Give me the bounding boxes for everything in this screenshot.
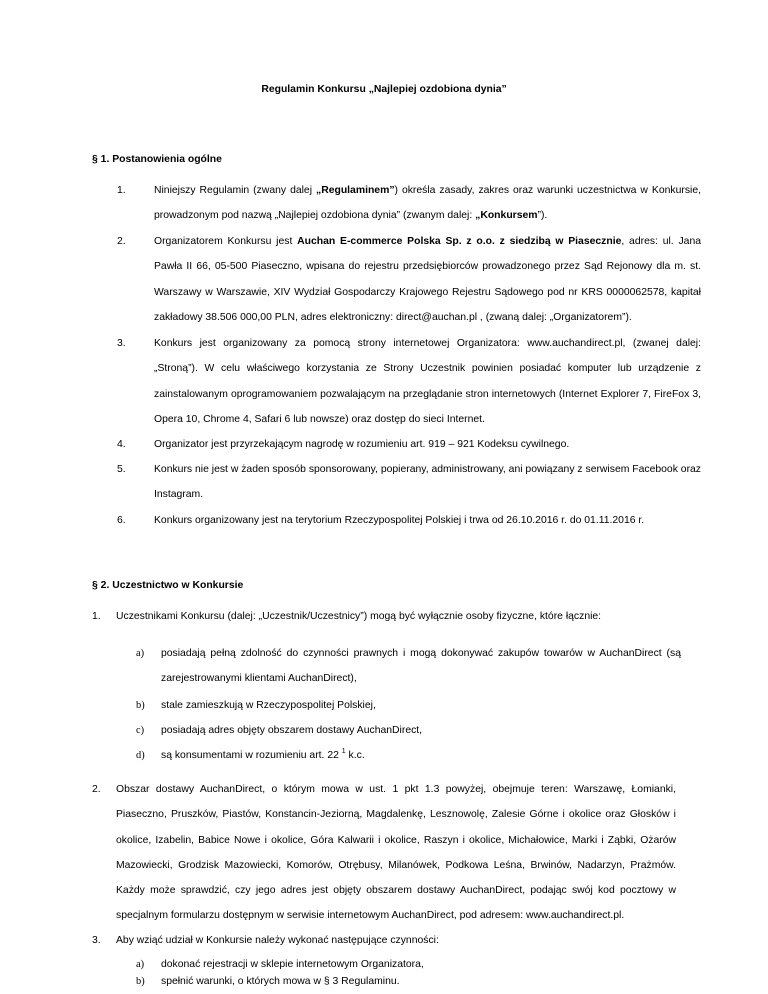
section-1-item-1 <box>117 178 701 229</box>
section-2-heading: § 2. Uczestnictwo w Konkursie <box>92 580 244 591</box>
item-text: Organizator jest przyrzekającym nagrodę w rozumieniu art. 919 – 921 Kodeksu cywilnego. <box>154 439 570 450</box>
sub-item-letter: b) <box>136 976 145 987</box>
item-text: Obszar dostawy AuchanDirect, o którym mowa w ust. 1 pkt 1.3 powyżej, obejmuje teren: Warszawę, Łomianki, Piaseczno, Pruszków, Piastów, Konstancin-Jeziorną, Magdalenkę, Lesznowolę, Zalesie Górne i okolice oraz Głosków i okolice, Izabelin, Babice Nowe i okolice, Góra Kalwarii i okolice, Raszyn i okolice, Michałowice, Marki i Ząbki, Ożarów Mazowiecki, Grodzisk Mazowiecki, Komorów, Otrębusy, Milanówek, Podkowa Leśna, Brwinów, Nadarzyn, Prażmów. Każdy może sprawdzić, czy jego adres jest objęty obszarem dostawy AuchanDirect, podając swój kod pocztowy w specjalnym formularzu dostępnym w serwisie internetowym AuchanDirect, pod adresem: www.auchandirect.pl. <box>116 784 676 922</box>
sub-item-text: posiadają adres objęty obszarem dostawy AuchanDirect, <box>161 725 423 736</box>
sub-item-text: dokonać rejestracji w sklepie internetowym Organizatora, <box>161 959 424 970</box>
sub-item-letter: c) <box>136 725 145 736</box>
item-number: 1. <box>92 611 101 622</box>
sub-item-letter: b) <box>136 700 145 711</box>
item-text: Uczestnikami Konkursu (dalej: „Uczestnik/Uczestnicy”) mogą być wyłącznie osoby fizyczne, które łącznie: <box>116 611 602 622</box>
sub-item-text: posiadają pełną zdolność do czynności prawnych i mogą dokonywać zakupów towarów w AuchanDirect (są zarejestrowanymi klientami AuchanDirect), <box>161 648 681 685</box>
section-2-item-1-sub-a <box>136 641 681 692</box>
document-title: Regulamin Konkursu „Najlepiej ozdobiona dynia” <box>261 84 507 95</box>
section-2-item-2 <box>92 777 676 929</box>
section-2-item-1 <box>92 604 676 629</box>
item-text: Konkurs organizowany jest na terytorium Rzeczypospolitej Polskiej i trwa od 26.10.2016 r. do 01.11.2016 r. <box>154 515 645 526</box>
sub-item-text: spełnić warunki, o których mowa w § 3 Regulaminu. <box>161 976 400 987</box>
section-2-item-3-sub-b <box>136 969 681 994</box>
item-number: 3. <box>92 935 101 946</box>
section-2-item-3 <box>92 928 676 953</box>
sub-item-letter: a) <box>136 648 145 659</box>
section-1-item-3 <box>117 331 701 432</box>
item-number: 2. <box>117 236 126 247</box>
section-2-item-1-sub-d <box>136 743 681 768</box>
sub-item-text: są konsumentami w rozumieniu art. 22 $^1$ k.c. <box>161 748 365 761</box>
item-number: 2. <box>92 784 101 795</box>
sub-item-text: stale zamieszkują w Rzeczypospolitej Polskiej, <box>161 700 376 711</box>
item-text: Niniejszy Regulamin (zwany dalej „Regulaminem”) określa zasady, zakres oraz warunki uczestnictwa w Konkursie, prowadzonym pod nazwą „Najlepiej ozdobiona dynia” (zwanym dalej: „Konkursem”). <box>154 185 701 222</box>
item-number: 3. <box>117 338 126 349</box>
item-number: 4. <box>117 439 126 450</box>
section-1-item-4 <box>117 432 701 457</box>
section-1-item-2 <box>117 229 701 330</box>
item-text: Aby wziąć udział w Konkursie należy wykonać następujące czynności: <box>116 935 439 946</box>
sub-item-letter: d) <box>136 750 145 761</box>
section-2-item-1-sub-c <box>136 718 681 743</box>
section-2-item-1-sub-b <box>136 693 681 718</box>
section-1-heading: § 1. Postanowienia ogólne <box>92 154 222 165</box>
section-1-item-5 <box>117 457 701 508</box>
item-text: Konkurs nie jest w żaden sposób sponsorowany, popierany, administrowany, ani powiązany z serwisem Facebook oraz Instagram. <box>154 464 701 501</box>
item-number: 5. <box>117 464 126 475</box>
section-1-item-6 <box>117 508 701 533</box>
item-text: Organizatorem Konkursu jest Auchan E-commerce Polska Sp. z o.o. z siedzibą w Piasecznie, adres: ul. Jana Pawła II 66, 05-500 Piaseczno, wpisana do rejestru przedsiębiorców prowadzonego przez Sąd Rejonowy dla m. st. Warszawy w Warszawie, XIV Wydział Gospodarczy Krajowego Rejestru Sądowego pod nr KRS 0000062578, kapitał zakładowy 38.506 000,00 PLN, adres elektroniczny: direct@auchan.pl , (zwaną dalej: „Organizatorem”). <box>154 236 702 323</box>
sub-item-letter: a) <box>136 959 145 970</box>
item-number: 6. <box>117 515 126 526</box>
item-number: 1. <box>117 185 126 196</box>
item-text: Konkurs jest organizowany za pomocą strony internetowej Organizatora: www.auchandirect.pl, (zwanej dalej: „Stroną”). W celu właściwego korzystania ze Strony Uczestnik powinien posiadać komputer lub urządzenie z zainstalowanym oprogramowaniem pozwalającym na przeglądanie stron internetowych (Internet Explorer 7, FireFox 3, Opera 10, Chrome 4, Safari 6 lub nowsze) oraz dostęp do sieci Internet. <box>154 338 701 425</box>
